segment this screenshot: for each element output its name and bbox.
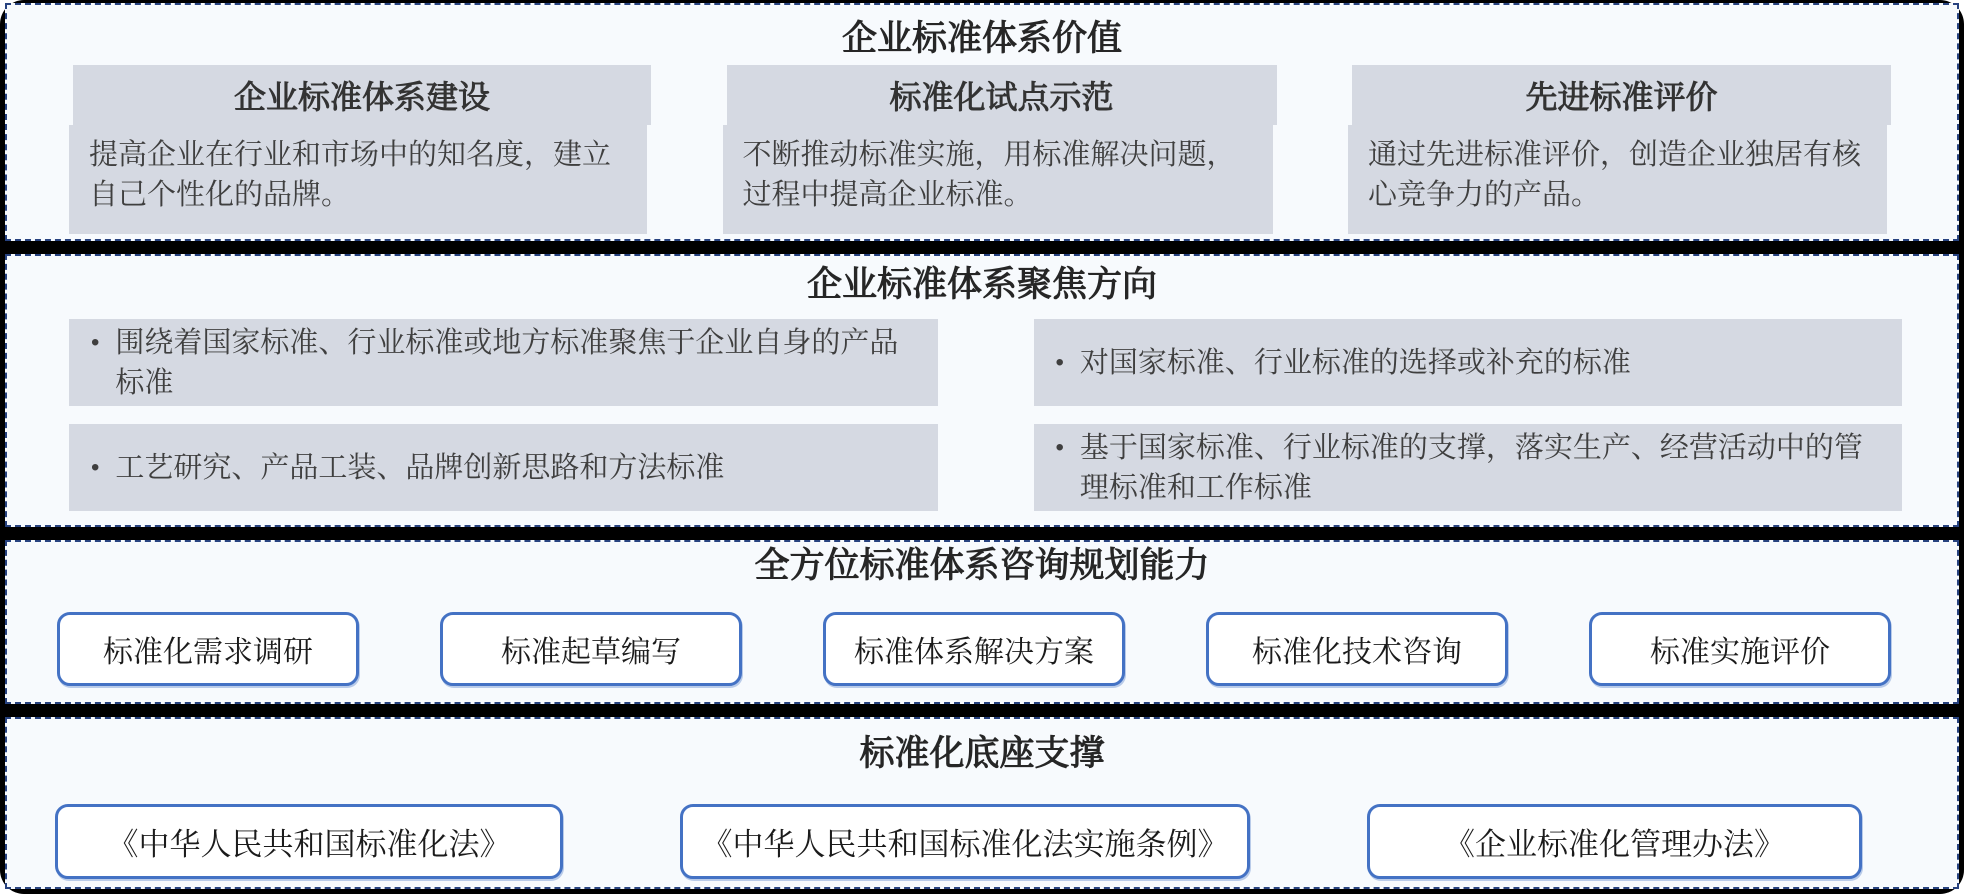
section-foundation-title: 标准化底座支撑 <box>859 734 1105 773</box>
focus-item <box>1034 424 1903 511</box>
capability-row <box>7 612 1957 686</box>
value-card-body: 不断推动标准实施，用标准解决问题，过程中提高企业标准。 <box>723 125 1273 234</box>
focus-item-inner <box>1056 343 1631 383</box>
section-capability <box>5 540 1959 704</box>
foundation-row <box>7 804 1957 879</box>
focus-item <box>69 319 938 406</box>
section-focus <box>5 254 1959 527</box>
capability-pill: 标准起草编写 <box>440 612 742 686</box>
law-pill: 《中华人民共和国标准化法实施条例》 <box>680 804 1250 879</box>
value-card-body: 提高企业在行业和市场中的知名度，建立自己个性化的品牌。 <box>69 125 647 234</box>
value-card-title: 标准化试点示范 <box>727 65 1277 125</box>
value-card <box>69 65 647 234</box>
focus-item <box>69 424 938 511</box>
capability-pill: 标准化技术咨询 <box>1206 612 1508 686</box>
bullet-icon: • <box>91 453 100 481</box>
focus-grid <box>7 319 1957 511</box>
bullet-icon: • <box>91 328 100 356</box>
value-card-body: 通过先进标准评价，创造企业独居有核心竞争力的产品。 <box>1348 125 1887 234</box>
focus-item-text: 围绕着国家标准、行业标准或地方标准聚焦于企业自身的产品标准 <box>115 326 899 399</box>
focus-item-inner <box>91 448 724 488</box>
focus-item-text: 基于国家标准、行业标准的支撑，落实生产、经营活动中的管理标准和工作标准 <box>1079 431 1863 504</box>
law-pill: 《企业标准化管理办法》 <box>1367 804 1862 879</box>
section-value <box>5 3 1959 241</box>
focus-item <box>1034 319 1903 406</box>
value-card <box>1348 65 1887 234</box>
focus-item-text: 对国家标准、行业标准的选择或补充的标准 <box>1079 346 1631 379</box>
value-cards-row <box>7 65 1957 234</box>
focus-item-text: 工艺研究、产品工装、品牌创新思路和方法标准 <box>115 451 725 484</box>
section-focus-title: 企业标准体系聚焦方向 <box>806 265 1157 304</box>
section-foundation <box>5 717 1959 889</box>
value-card-title: 先进标准评价 <box>1352 65 1891 125</box>
capability-pill: 标准实施评价 <box>1589 612 1891 686</box>
focus-item-inner <box>1056 428 1885 508</box>
value-card-title: 企业标准体系建设 <box>73 65 651 125</box>
capability-pill: 标准体系解决方案 <box>823 612 1125 686</box>
section-value-title: 企业标准体系价值 <box>841 19 1122 58</box>
value-card <box>723 65 1273 234</box>
bullet-icon: • <box>1055 433 1064 461</box>
bullet-icon: • <box>1055 348 1064 376</box>
capability-pill: 标准化需求调研 <box>57 612 359 686</box>
law-pill: 《中华人民共和国标准化法》 <box>55 804 563 879</box>
focus-item-inner <box>91 323 920 403</box>
section-capability-title: 全方位标准体系咨询规划能力 <box>754 546 1210 585</box>
